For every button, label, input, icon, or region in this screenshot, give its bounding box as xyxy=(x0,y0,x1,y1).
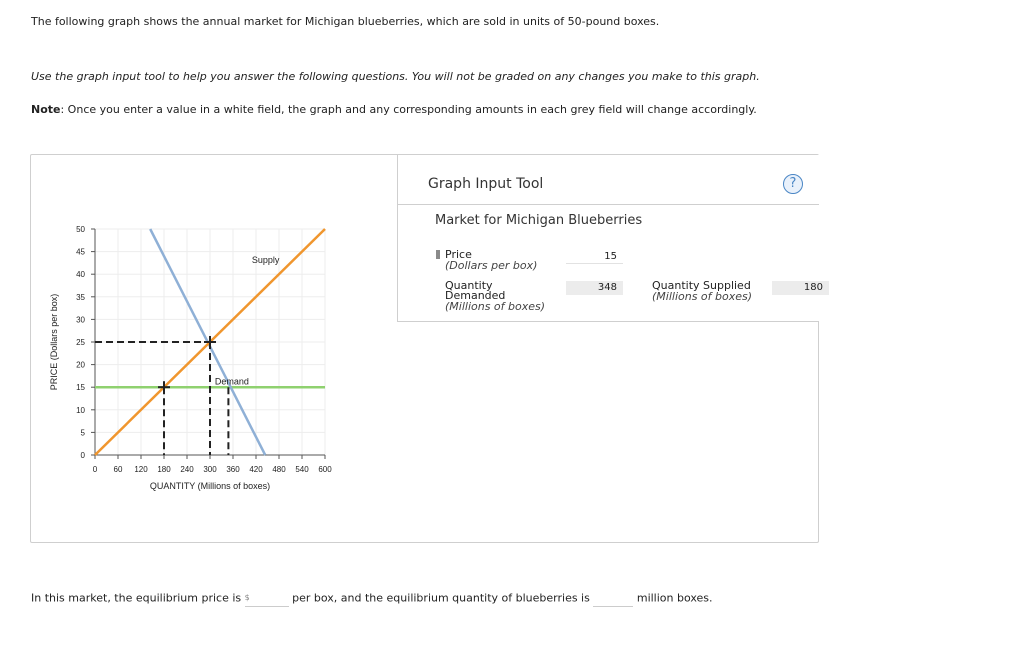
price-input[interactable]: 15 xyxy=(566,250,623,264)
x-tick-label: 600 xyxy=(318,465,332,474)
x-tick-label: 0 xyxy=(92,465,98,474)
equilibrium-quantity-input[interactable] xyxy=(593,590,633,607)
y-tick-label: 0 xyxy=(80,451,85,460)
x-tick-label: 360 xyxy=(226,465,240,474)
graph-panel xyxy=(30,154,823,543)
y-tick-label: 40 xyxy=(76,270,85,280)
y-tick-label: 35 xyxy=(76,292,85,302)
market-graph[interactable] xyxy=(31,155,397,542)
x-tick-label: 180 xyxy=(157,465,171,474)
x-tick-label: 300 xyxy=(203,465,217,474)
x-axis-title: QUANTITY (Millions of boxes) xyxy=(149,481,271,491)
price-unit: (Dollars per box) xyxy=(445,259,538,272)
help-icon[interactable]: ? xyxy=(783,174,803,194)
instructions-text: Use the graph input tool to help you answer the following questions. You will not be graded on any changes you make to this graph. xyxy=(31,70,760,83)
qd-label-1: Quantity xyxy=(445,279,493,292)
y-tick-label: 10 xyxy=(76,405,85,415)
y-tick-label: 50 xyxy=(76,225,85,234)
qs-value: 180 xyxy=(772,281,829,295)
x-tick-label: 60 xyxy=(113,465,123,474)
y-tick-label: 30 xyxy=(76,315,85,325)
note-label: Note xyxy=(31,103,61,116)
note-body: : Once you enter a value in a white field, the graph and any corresponding amounts in each grey field will change accordingly. xyxy=(60,103,757,116)
price-swatch xyxy=(436,250,440,259)
y-tick-label: 45 xyxy=(76,247,85,257)
x-tick-label: 240 xyxy=(180,465,194,474)
qd-unit: (Millions of boxes) xyxy=(445,300,546,313)
graph-input-tool xyxy=(397,155,823,322)
intro-text: The following graph shows the annual market for Michigan blueberries, which are sold in units of 50-pound boxes. xyxy=(31,15,660,28)
x-tick-label: 480 xyxy=(272,465,286,474)
qd-label-2: Demanded xyxy=(445,289,506,302)
supply-label: Supply xyxy=(251,254,280,265)
x-tick-label: 420 xyxy=(249,465,263,474)
price-label: Price xyxy=(445,248,472,261)
dollar-sign: $ xyxy=(244,593,250,602)
answer-sentence xyxy=(31,590,713,607)
tool-subtitle: Market for Michigan Blueberries xyxy=(435,213,643,228)
qs-unit: (Millions of boxes) xyxy=(652,290,753,303)
y-tick-label: 20 xyxy=(76,360,85,370)
answer-part-1: In this market, the equilibrium price is xyxy=(31,591,242,605)
qd-value: 348 xyxy=(566,281,623,295)
y-axis-title: PRICE (Dollars per box) xyxy=(49,293,59,391)
answer-part-3: million boxes. xyxy=(636,591,713,605)
y-tick-label: 5 xyxy=(80,428,85,438)
x-tick-label: 120 xyxy=(134,465,148,474)
qs-label: Quantity Supplied xyxy=(652,279,751,292)
y-tick-label: 15 xyxy=(76,383,85,393)
note-text xyxy=(31,103,757,116)
market-chart[interactable] xyxy=(31,155,397,542)
answer-part-2: per box, and the equilibrium quantity of blueberries is xyxy=(292,591,590,605)
y-tick-label: 25 xyxy=(76,338,85,347)
tool-title: Graph Input Tool xyxy=(428,176,544,192)
equilibrium-price-input[interactable] xyxy=(245,590,289,607)
x-tick-label: 540 xyxy=(295,465,309,474)
demand-label: Demand xyxy=(214,376,249,387)
tool-divider xyxy=(398,204,819,205)
